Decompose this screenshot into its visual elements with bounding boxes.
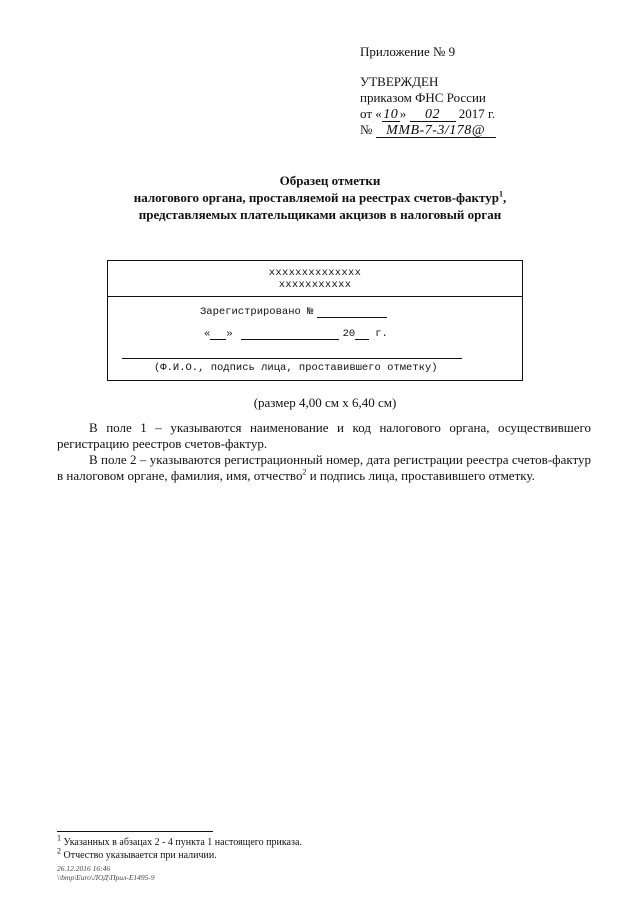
stamp-tax-authority-name: хххххххххххххх (268, 267, 362, 279)
title-line-2 (0, 189, 640, 206)
file-path: \\bmp\Euro\ЛОД\Прил-Е1495-9 (57, 873, 155, 882)
title-line-2-text: налогового органа, проставляемой на реестрах счетов-фактур (133, 190, 499, 205)
year-blank (355, 329, 369, 340)
footnote-2-mark: 2 (57, 846, 61, 856)
date-quote: » (399, 106, 407, 121)
date-open-quote: « (204, 328, 211, 340)
footnote-ref-2: 2 (302, 467, 307, 477)
footnote-ref-1: 1 (498, 189, 503, 199)
title-line-1: Образец отметки (279, 173, 381, 188)
footnote-1 (57, 833, 302, 849)
footnote-2-text: Отчество указывается при наличии. (61, 850, 217, 861)
day-blank (210, 329, 226, 340)
title-line-3: представляемых плательщиками акцизов в налоговый орган (138, 207, 502, 222)
date-close-quote: » (226, 328, 233, 340)
date-prefix: от « (360, 106, 382, 121)
order-number-line (360, 122, 496, 138)
year-prefix: 20 (342, 328, 356, 340)
order-number: ММВ-7-3/178@ (376, 124, 496, 138)
para2-tail: и подпись лица, проставившего отметку. (306, 468, 535, 483)
order-year: 2017 г. (458, 106, 496, 121)
footnote-1-mark: 1 (57, 833, 61, 843)
number-prefix: № (360, 122, 373, 137)
annex-number: Приложение № 9 (360, 44, 456, 59)
explanation-text (57, 420, 591, 484)
footnotes (57, 833, 302, 862)
order-month: 02 (410, 108, 456, 122)
document-title (0, 172, 640, 223)
order-date (360, 106, 496, 122)
stamp-tax-authority-code: ххххххххххх (278, 279, 352, 291)
footnote-2 (57, 846, 302, 862)
order-day: 10 (383, 107, 399, 122)
print-timestamp: 26.12.2016 16:46 (57, 864, 111, 873)
title-line-2-tail: , (502, 190, 507, 205)
stamp-sample (107, 260, 523, 381)
paragraph-field-2 (57, 452, 591, 484)
para2-text: В поле 2 – указываются регистрационный номер, дата регистрации реестра счетов-фактур в налоговом органе, фамилия, имя, отчество (57, 452, 591, 483)
footnote-1-text: Указанных в абзацах 2 - 4 пункта 1 настоящего приказа. (61, 837, 302, 848)
paragraph-field-1: В поле 1 – указываются наименование и код налогового органа, осуществившего регистрацию реестров счетов-фактур. (57, 420, 591, 451)
size-note: (размер 4,00 см х 6,40 см) (253, 395, 397, 410)
stamp-field-1 (108, 261, 522, 297)
month-blank (241, 329, 339, 340)
order-line: приказом ФНС России (360, 90, 486, 105)
approved-label: УТВЕРЖДЕН (360, 74, 439, 89)
signature-line (122, 358, 462, 359)
number-blank (317, 307, 387, 318)
approval-header (360, 44, 496, 138)
stamp-registration-number (200, 306, 387, 318)
footnote-separator (57, 831, 213, 832)
registered-label: Зарегистрировано № (200, 306, 314, 318)
signature-caption: (Ф.И.О., подпись лица, проставившего отметку) (154, 362, 438, 374)
stamp-registration-date (204, 328, 388, 340)
print-metadata (57, 864, 155, 882)
year-suffix: г. (375, 328, 388, 340)
